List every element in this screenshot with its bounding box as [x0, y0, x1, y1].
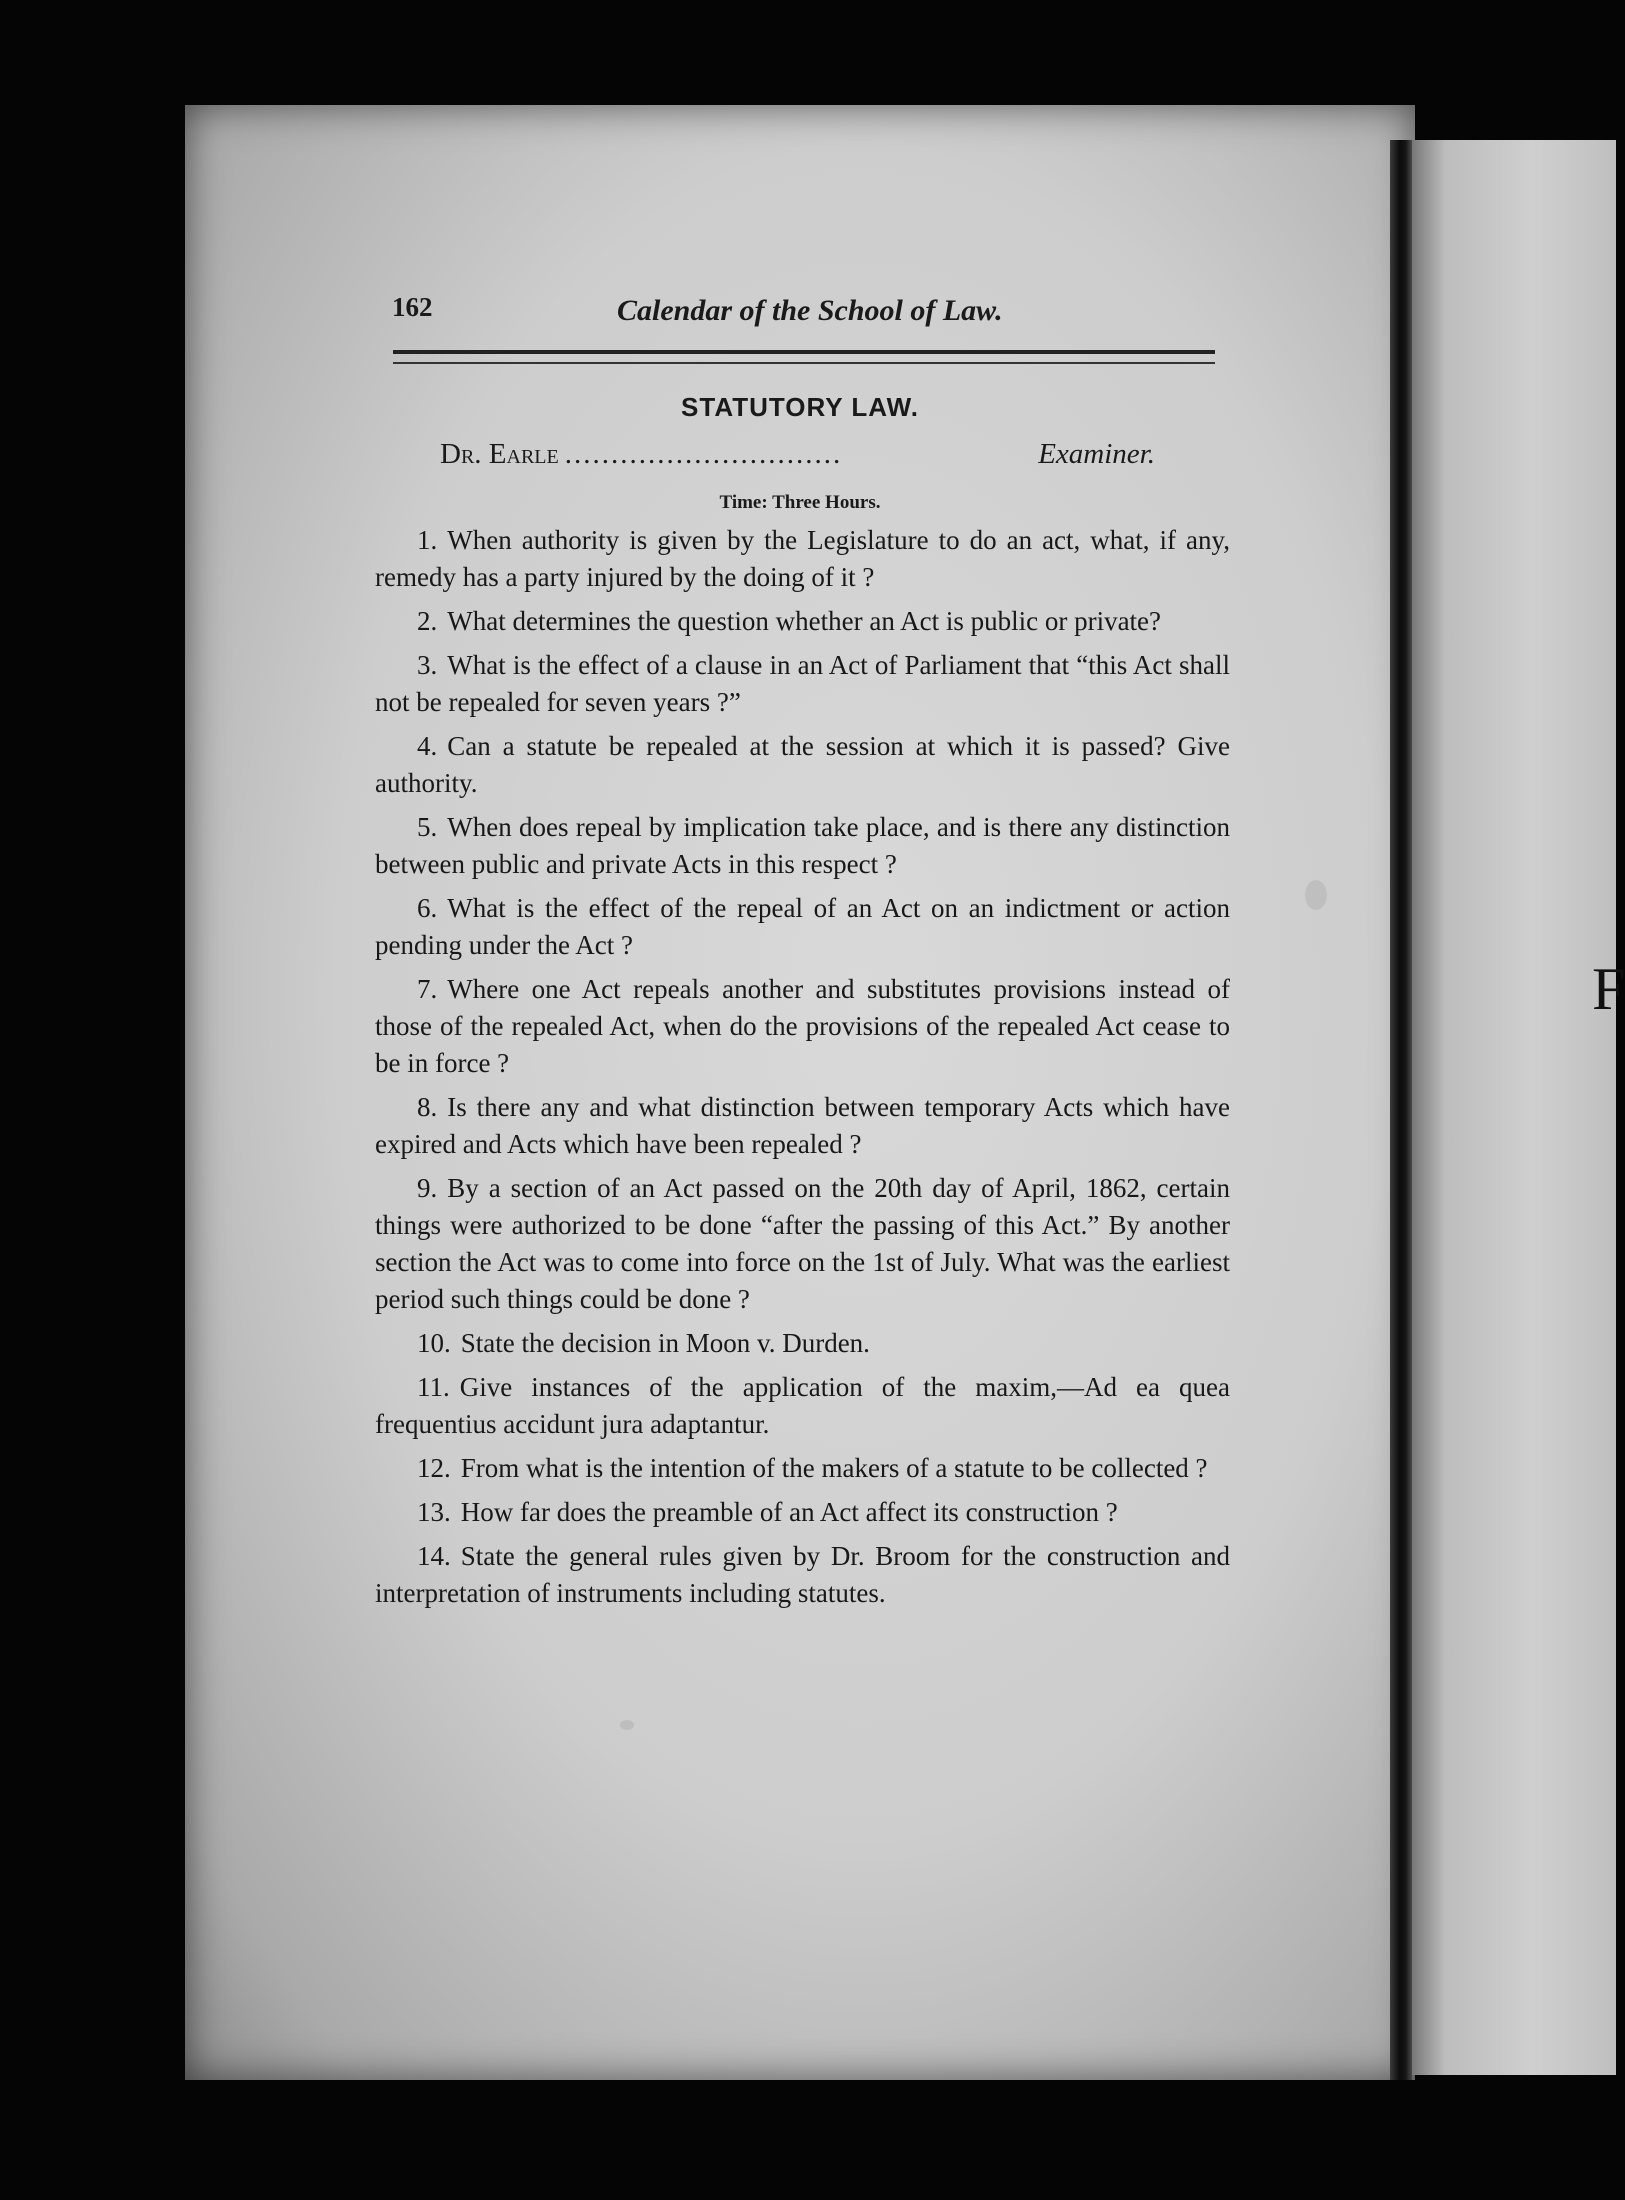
question-item	[375, 1325, 1230, 1362]
question-item	[375, 522, 1230, 596]
question-text: What is the effect of the repeal of an Act on an indictment or action pending under the Act ?	[375, 893, 1230, 960]
question-number: 14.	[417, 1541, 451, 1571]
section-title: STATUTORY LAW.	[681, 392, 919, 422]
question-text: When does repeal by implication take place, and is there any distinction between public and private Acts in this respect ?	[375, 812, 1230, 879]
question-number: 8.	[417, 1092, 438, 1122]
question-text: By a section of an Act passed on the 20th day of April, 1862, certain things were authorized to be done “after the passing of this Act.” By another section the Act was to come into force on the 1st of July. What was the earliest period such things could be done ?	[375, 1173, 1230, 1314]
question-text: Is there any and what distinction between temporary Acts which have expired and Acts which have been repealed ?	[375, 1092, 1230, 1159]
question-text: What determines the question whether an Act is public or private?	[447, 606, 1162, 636]
question-item	[375, 647, 1230, 721]
question-text: When authority is given by the Legislature to do an act, what, if any, remedy has a party injured by the doing of it ?	[375, 525, 1230, 592]
page-number: 162	[392, 292, 433, 322]
question-text: From what is the intention of the makers of a statute to be collected ?	[460, 1453, 1208, 1483]
question-item	[375, 809, 1230, 883]
examiner-leader-dots: ..............................	[564, 438, 843, 470]
question-list	[375, 522, 1230, 1619]
book-spine	[1390, 140, 1412, 2080]
question-number: 9.	[417, 1173, 438, 1203]
question-text: What is the effect of a clause in an Act of Parliament that “this Act shall not be repealed for seven years ?”	[375, 650, 1230, 717]
question-number: 2.	[417, 606, 438, 636]
examiner-role: Examiner.	[1038, 438, 1155, 470]
question-number: 12.	[417, 1453, 451, 1483]
running-head: Calendar of the School of Law.	[617, 294, 1003, 327]
header-rule-thin	[393, 362, 1215, 364]
question-item	[375, 890, 1230, 964]
question-number: 5.	[417, 812, 438, 842]
question-item	[375, 728, 1230, 802]
examiner-line	[440, 438, 1155, 471]
question-number: 4.	[417, 731, 438, 761]
question-item	[375, 1494, 1230, 1531]
question-item	[375, 971, 1230, 1082]
question-text: Can a statute be repealed at the session at which it is passed? Give authority.	[375, 731, 1230, 798]
time-allowed: Time: Three Hours.	[719, 492, 881, 513]
question-item	[375, 603, 1230, 640]
question-text: Give instances of the application of the maxim,—Ad ea quea frequentius accidunt jura adaptantur.	[375, 1372, 1230, 1439]
paper-stain	[620, 1720, 634, 1730]
question-number: 6.	[417, 893, 438, 923]
question-number: 7.	[417, 974, 438, 1004]
question-text: State the general rules given by Dr. Broom for the construction and interpretation of instruments including statutes.	[375, 1541, 1230, 1608]
question-number: 13.	[417, 1497, 451, 1527]
facing-page	[1408, 140, 1616, 2075]
examiner-name: Dr. Earle	[440, 438, 559, 470]
facing-page-glyph: F	[1592, 956, 1625, 1022]
question-number: 3.	[417, 650, 438, 680]
question-item	[375, 1170, 1230, 1318]
paper-stain	[1305, 880, 1327, 910]
page-header	[392, 292, 1017, 342]
header-rule-thick	[393, 350, 1215, 354]
question-item	[375, 1369, 1230, 1443]
question-number: 10.	[417, 1328, 451, 1358]
question-item	[375, 1538, 1230, 1612]
question-item	[375, 1089, 1230, 1163]
question-number: 1.	[417, 525, 438, 555]
question-text: Where one Act repeals another and substitutes provisions instead of those of the repealed Act, when do the provisions of the repealed Act cease to be in force ?	[375, 974, 1230, 1078]
question-item	[375, 1450, 1230, 1487]
question-number: 11.	[417, 1372, 450, 1402]
question-text: How far does the preamble of an Act affect its construction ?	[460, 1497, 1118, 1527]
question-text: State the decision in Moon v. Durden.	[460, 1328, 870, 1358]
